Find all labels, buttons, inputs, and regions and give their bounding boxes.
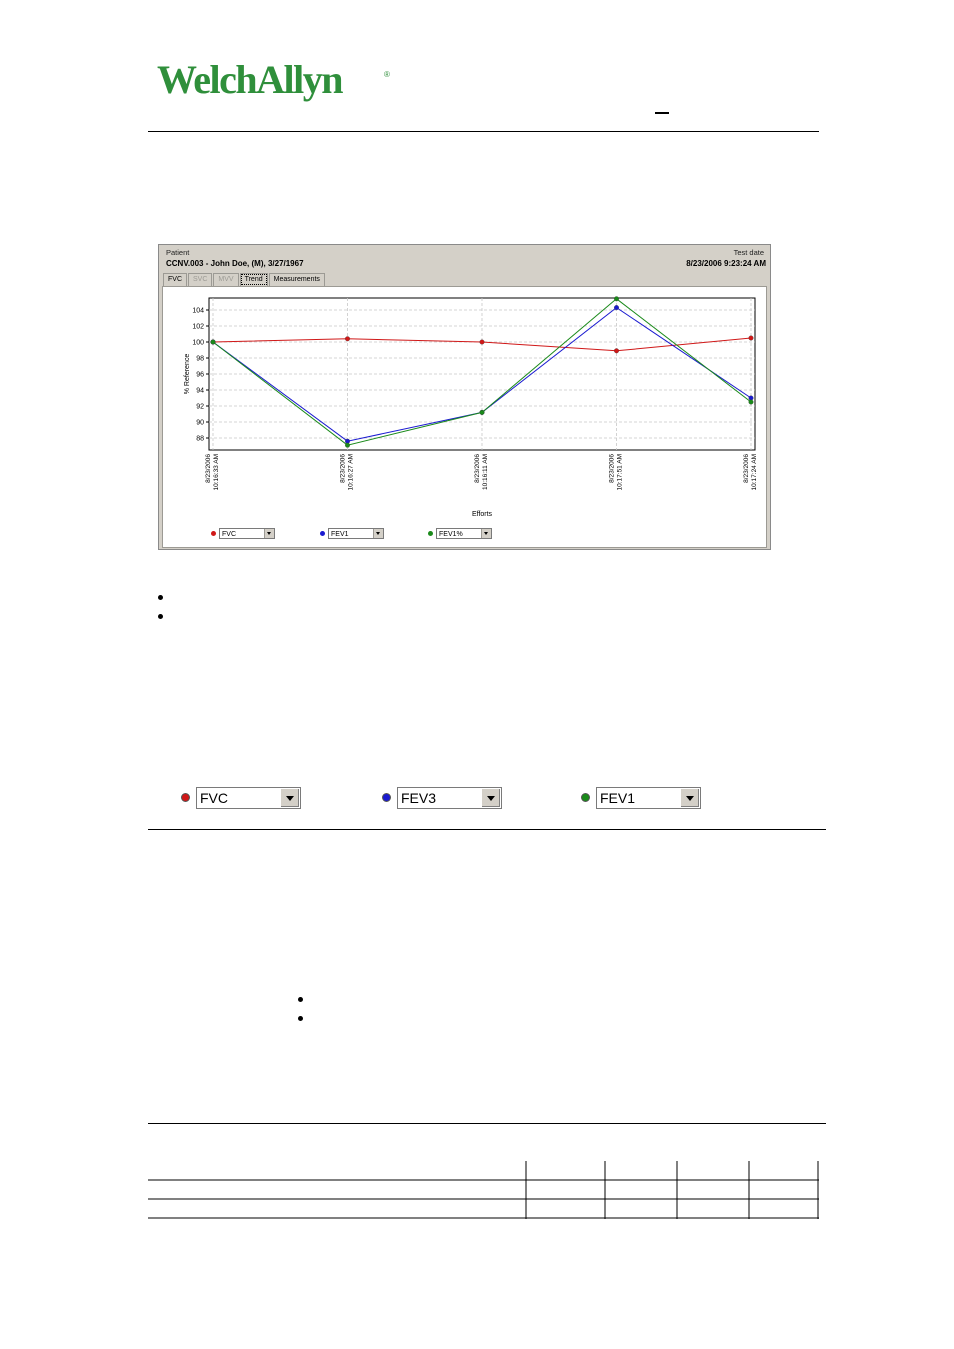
data-point [211, 340, 216, 345]
x-tick-label: 8/23/2006 [743, 454, 750, 483]
header-rule [148, 131, 819, 132]
selector-3-value: FEV1 [600, 790, 636, 806]
x-tick-label: 10:17:24 AM [751, 454, 758, 491]
legend-select-3-value: FEV1% [439, 531, 463, 538]
chevron-down-icon[interactable] [280, 789, 299, 807]
x-tick-label: 10:16:11 AM [482, 454, 489, 491]
patient-value: CCNV.003 - John Doe, (M), 3/27/1967 [166, 259, 304, 268]
y-axis-label: % Reference [184, 353, 191, 395]
section-rule-2 [148, 1123, 826, 1124]
data-point [345, 443, 350, 448]
bullet-2 [158, 614, 163, 619]
tab-svc[interactable]: SVC [188, 273, 212, 286]
welch-allyn-logo [155, 55, 395, 111]
y-tick-label: 98 [196, 355, 204, 363]
chevron-down-icon[interactable] [481, 789, 500, 807]
bullet-4 [298, 1016, 303, 1021]
data-point [614, 349, 619, 354]
selector-2-value: FEV3 [401, 790, 437, 806]
selector-1-value: FVC [200, 790, 228, 806]
chevron-down-icon[interactable] [264, 529, 274, 538]
y-tick-label: 96 [196, 371, 204, 379]
legend-select-1[interactable] [219, 528, 275, 539]
bullet-3 [298, 997, 303, 1002]
test-date-value: 8/23/2006 9:23:24 AM [686, 259, 766, 268]
x-tick-label: 8/23/2006 [205, 454, 212, 483]
y-tick-label: 94 [196, 387, 204, 395]
legend-select-2-value: FEV1 [331, 531, 349, 538]
patient-header [159, 245, 770, 273]
x-tick-label: 10:16:33 AM [213, 454, 220, 491]
tab-trend[interactable]: Trend [240, 273, 268, 286]
data-point [345, 337, 350, 342]
test-date-label: Test date [733, 248, 764, 257]
logo-wordmark: WelchAllyn [157, 57, 343, 102]
selector-dot-red [181, 793, 190, 802]
data-point [614, 305, 619, 310]
y-tick-label: 102 [192, 323, 204, 331]
y-tick-label: 92 [196, 403, 204, 411]
revision-table [148, 1161, 819, 1219]
selector-dot-blue [382, 793, 391, 802]
chevron-down-icon[interactable] [481, 529, 491, 538]
selector-2[interactable] [397, 787, 502, 809]
y-tick-label: 90 [196, 419, 204, 427]
legend-select-2[interactable] [328, 528, 384, 539]
data-point [749, 400, 754, 405]
legend-select-3[interactable] [436, 528, 492, 539]
patient-label: Patient [166, 248, 190, 257]
header-dash [655, 112, 669, 114]
legend-dot-fev1 [320, 531, 325, 536]
tab-fvc[interactable]: FVC [163, 273, 187, 286]
x-axis-label: Efforts [471, 511, 493, 518]
y-tick-label: 88 [196, 435, 204, 443]
legend-select-1-value: FVC [222, 531, 236, 538]
x-tick-label: 10:17:51 AM [616, 454, 624, 491]
logo-registered-mark: ® [384, 70, 390, 79]
bullet-1 [158, 595, 163, 600]
selector-1[interactable] [196, 787, 301, 809]
trend-chart [163, 287, 766, 547]
data-point [480, 340, 485, 345]
tab-strip [163, 273, 326, 286]
selector-dot-green [581, 793, 590, 802]
legend-dot-fev1-percent [428, 531, 433, 536]
x-tick-label: 10:16:27 AM [347, 454, 355, 491]
legend-dot-fvc [211, 531, 216, 536]
trend-plot-panel [162, 286, 767, 548]
x-tick-label: 8/23/2006 [474, 454, 481, 483]
tab-mvv[interactable]: MVV [213, 273, 238, 286]
x-tick-label: 8/23/2006 [608, 454, 616, 483]
data-point [749, 336, 754, 341]
tab-measurements[interactable]: Measurements [269, 273, 325, 286]
data-point [480, 410, 485, 415]
spirometry-trend-screenshot [158, 244, 771, 550]
section-rule-1 [148, 829, 826, 830]
y-tick-label: 104 [192, 307, 204, 315]
data-point [614, 297, 619, 302]
chevron-down-icon[interactable] [373, 529, 383, 538]
y-tick-label: 100 [192, 339, 204, 347]
x-tick-label: 8/23/2006 [339, 454, 347, 483]
chevron-down-icon[interactable] [680, 789, 699, 807]
selector-3[interactable] [596, 787, 701, 809]
